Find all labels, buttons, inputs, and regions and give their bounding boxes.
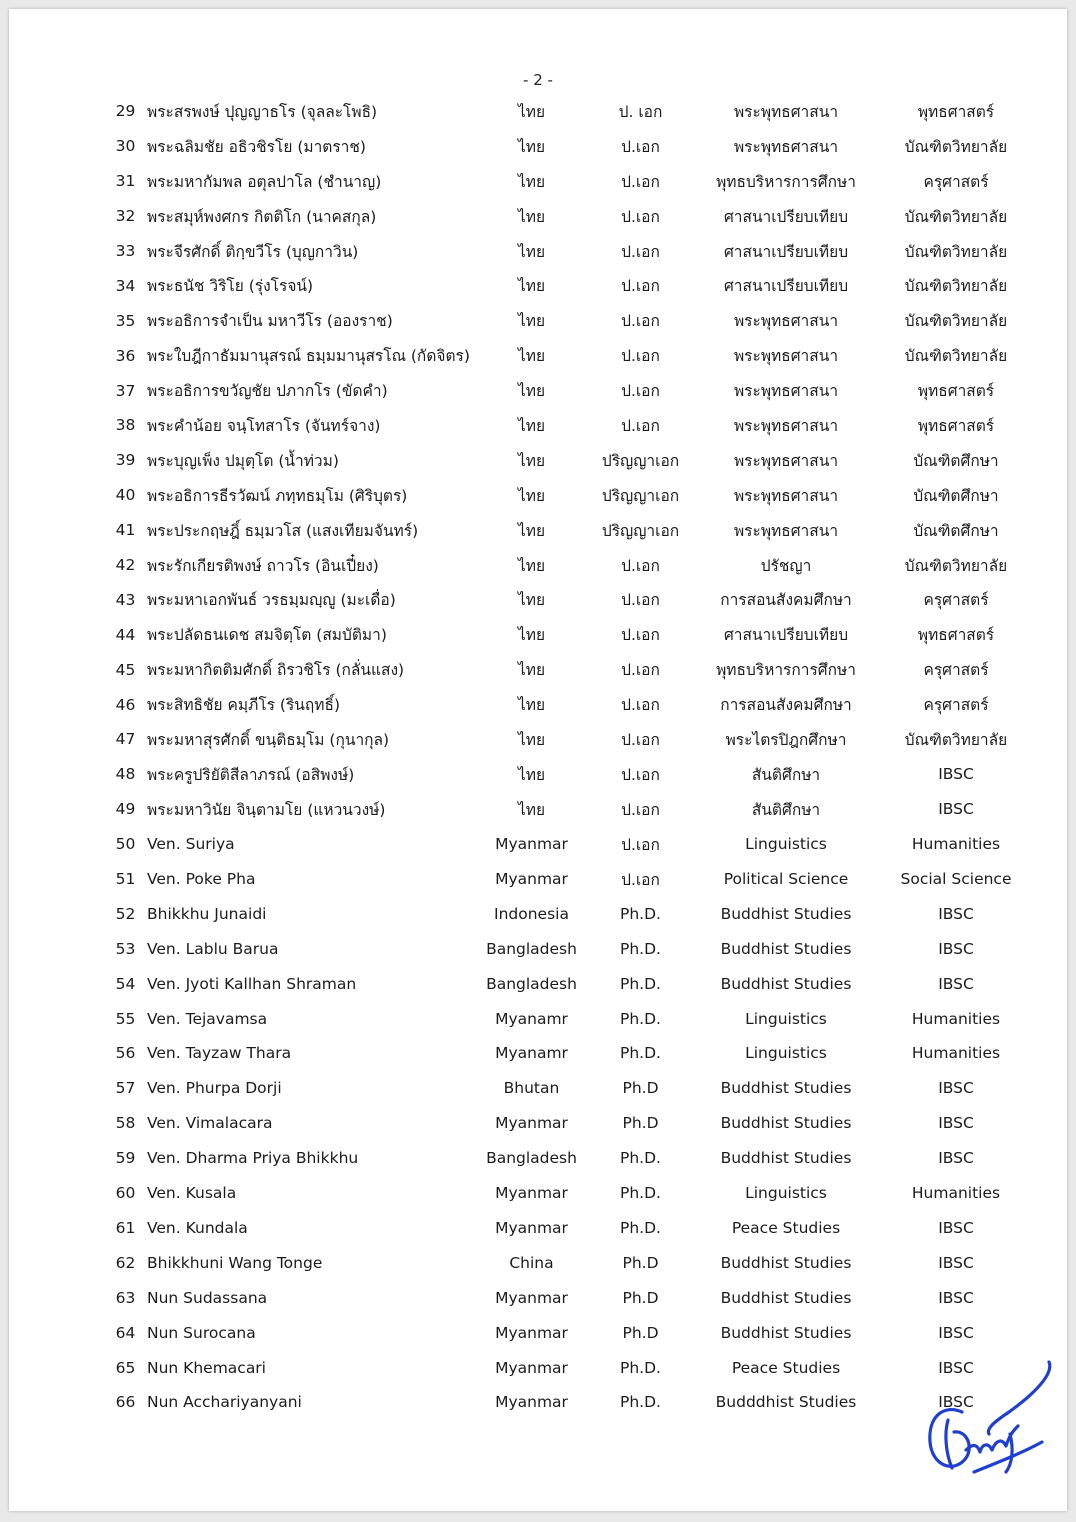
degree-level: ป.เอก bbox=[621, 242, 660, 261]
program-name: สันติศึกษา bbox=[751, 765, 821, 784]
degree-level: Ph.D bbox=[622, 1288, 659, 1307]
table-row bbox=[104, 199, 1031, 234]
table-row bbox=[104, 1141, 1031, 1176]
degree-level: ปริญญาเอก bbox=[601, 521, 680, 540]
table-row bbox=[104, 164, 1031, 199]
degree-level: Ph.D. bbox=[620, 1218, 661, 1237]
degree-level: ป.เอก bbox=[621, 870, 660, 889]
row-number: 38 bbox=[115, 416, 136, 435]
student-name: Bhikkhu Junaidi bbox=[147, 904, 267, 923]
student-name: พระมหาเอกพันธ์ วรธมฺมญฺญู (มะเดื่อ) bbox=[147, 591, 396, 610]
faculty-name: บัณฑิตวิทยาลัย bbox=[904, 347, 1008, 366]
row-number: 36 bbox=[115, 346, 136, 365]
degree-level: Ph.D. bbox=[620, 974, 661, 993]
program-name: Linguistics bbox=[745, 1009, 827, 1028]
faculty-name: IBSC bbox=[938, 974, 974, 993]
faculty-name: บัณฑิตศึกษา bbox=[913, 486, 999, 505]
student-name: Ven. Lablu Barua bbox=[147, 939, 279, 958]
table-row bbox=[104, 931, 1031, 966]
faculty-name: บัณฑิตวิทยาลัย bbox=[904, 137, 1008, 156]
program-name: ปรัชญา bbox=[760, 556, 812, 575]
degree-level: ป.เอก bbox=[621, 800, 660, 819]
faculty-name: ครุศาสตร์ bbox=[923, 696, 989, 715]
degree-level: ป.เอก bbox=[621, 696, 660, 715]
faculty-name: ครุศาสตร์ bbox=[923, 591, 989, 610]
row-number: 31 bbox=[115, 172, 136, 191]
roster-table bbox=[104, 94, 1031, 1420]
table-row bbox=[104, 408, 1031, 443]
row-number: 33 bbox=[115, 242, 136, 260]
degree-level: ปริญญาเอก bbox=[601, 451, 680, 470]
faculty-name: IBSC bbox=[938, 1323, 974, 1342]
nationality: Indonesia bbox=[494, 904, 569, 923]
degree-level: ป.เอก bbox=[621, 730, 660, 749]
nationality: ไทย bbox=[517, 172, 546, 191]
nationality: ไทย bbox=[517, 765, 546, 784]
nationality: ไทย bbox=[517, 451, 546, 470]
program-name: พุทธบริหารการศึกษา bbox=[716, 172, 856, 191]
faculty-name: Humanities bbox=[911, 1044, 1001, 1063]
nationality: ไทย bbox=[517, 626, 546, 645]
faculty-name: Humanities bbox=[911, 835, 1001, 854]
row-number: 42 bbox=[115, 556, 136, 575]
table-row bbox=[104, 617, 1031, 652]
row-number: 56 bbox=[115, 1044, 136, 1063]
degree-level: Ph.D. bbox=[620, 1149, 661, 1168]
table-row bbox=[104, 234, 1031, 269]
student-name: พระสิทธิชัย คมฺภีโร (รินฤทธิ์) bbox=[147, 696, 340, 715]
row-number: 43 bbox=[115, 590, 136, 609]
table-row bbox=[104, 1211, 1031, 1246]
row-number: 46 bbox=[115, 695, 136, 714]
row-number: 63 bbox=[115, 1288, 136, 1307]
row-number: 62 bbox=[115, 1253, 136, 1272]
row-number: 52 bbox=[115, 904, 136, 923]
faculty-name: IBSC bbox=[938, 939, 974, 958]
degree-level: ป.เอก bbox=[621, 765, 660, 784]
row-number: 66 bbox=[115, 1393, 136, 1412]
row-number: 47 bbox=[115, 730, 136, 749]
table-row bbox=[104, 722, 1031, 757]
program-name: Budddhist Studies bbox=[715, 1393, 857, 1412]
faculty-name: พุทธศาสตร์ bbox=[917, 382, 995, 401]
nationality: Bangladesh bbox=[486, 939, 577, 958]
nationality: ไทย bbox=[517, 486, 546, 505]
program-name: Buddhist Studies bbox=[720, 939, 852, 958]
document-page bbox=[9, 9, 1067, 1511]
nationality: ไทย bbox=[517, 696, 546, 715]
faculty-name: IBSC bbox=[938, 1149, 974, 1168]
student-name: พระจีรศักดิ์ ติกฺขวีโร (บุญกาวิน) bbox=[147, 242, 359, 261]
row-number: 54 bbox=[115, 974, 136, 993]
student-name: Ven. Suriya bbox=[147, 835, 235, 854]
faculty-name: ครุศาสตร์ bbox=[923, 172, 989, 191]
table-row bbox=[104, 338, 1031, 373]
nationality: Bhutan bbox=[503, 1079, 560, 1098]
program-name: ศาสนาเปรียบเทียบ bbox=[723, 277, 849, 296]
student-name: พระรักเกียรติพงษ์ ถาวโร (อินเปี๋ยง) bbox=[147, 556, 379, 575]
table-row bbox=[104, 268, 1031, 303]
student-name: Ven. Poke Pha bbox=[147, 870, 256, 889]
roster-table-body bbox=[104, 94, 1031, 1420]
faculty-name: บัณฑิตวิทยาลัย bbox=[904, 312, 1008, 331]
row-number: 35 bbox=[115, 311, 136, 330]
student-name: พระคำน้อย จนฺโทสาโร (จันทร์จาง) bbox=[147, 416, 381, 435]
student-name: Ven. Tayzaw Thara bbox=[147, 1044, 292, 1063]
student-name: พระสรพงษ์ ปุญญาธโร (จุลละโพธิ) bbox=[147, 102, 378, 121]
degree-level: ป.เอก bbox=[621, 382, 660, 401]
row-number: 34 bbox=[115, 276, 136, 295]
student-name: พระสมุห์พงศกร กิตติโก (นาคสกุล) bbox=[147, 207, 377, 226]
faculty-name: IBSC bbox=[938, 1393, 974, 1412]
table-row bbox=[104, 792, 1031, 827]
faculty-name: บัณฑิตศึกษา bbox=[913, 451, 999, 470]
table-row bbox=[104, 582, 1031, 617]
table-row bbox=[104, 548, 1031, 583]
program-name: Buddhist Studies bbox=[720, 974, 852, 993]
degree-level: Ph.D. bbox=[620, 904, 661, 923]
student-name: Ven. Vimalacara bbox=[147, 1114, 273, 1133]
degree-level: Ph.D bbox=[622, 1253, 659, 1272]
faculty-name: พุทธศาสตร์ bbox=[917, 626, 995, 645]
table-row bbox=[104, 443, 1031, 478]
degree-level: ป.เอก bbox=[621, 835, 660, 854]
faculty-name: IBSC bbox=[938, 1253, 974, 1272]
nationality: ไทย bbox=[517, 556, 546, 575]
row-number: 44 bbox=[115, 625, 136, 644]
program-name: ศาสนาเปรียบเทียบ bbox=[723, 242, 849, 261]
nationality: ไทย bbox=[517, 312, 546, 331]
student-name: Ven. Jyoti Kallhan Shraman bbox=[147, 974, 357, 993]
row-number: 30 bbox=[115, 137, 136, 156]
student-name: Ven. Phurpa Dorji bbox=[147, 1079, 282, 1098]
program-name: Buddhist Studies bbox=[720, 904, 852, 923]
faculty-name: IBSC bbox=[938, 904, 974, 923]
row-number: 64 bbox=[115, 1323, 136, 1342]
student-name: พระมหาสุรศักดิ์ ขนฺติธมฺโม (กุนากุล) bbox=[147, 730, 390, 749]
row-number: 50 bbox=[115, 835, 136, 854]
student-name: พระมหาวินัย จินฺตามโย (แหวนวงษ์) bbox=[147, 800, 386, 819]
nationality: Myanamr bbox=[495, 1009, 568, 1028]
student-name: พระมหากิตติมศักดิ์ ถิรวชิโร (กลั่นแสง) bbox=[147, 661, 405, 680]
nationality: Myanmar bbox=[495, 1218, 568, 1237]
row-number: 61 bbox=[115, 1218, 136, 1237]
student-name: พระบุญเพ็ง ปมุตฺโต (น้ำท่วม) bbox=[147, 451, 339, 470]
degree-level: ป.เอก bbox=[621, 347, 660, 366]
degree-level: Ph.D. bbox=[620, 1358, 661, 1377]
table-row bbox=[104, 1280, 1031, 1315]
degree-level: ป.เอก bbox=[621, 556, 660, 575]
faculty-name: IBSC bbox=[938, 800, 974, 819]
program-name: พระพุทธศาสนา bbox=[733, 382, 839, 401]
faculty-name: ครุศาสตร์ bbox=[923, 661, 989, 680]
faculty-name: บัณฑิตวิทยาลัย bbox=[904, 207, 1008, 226]
student-name: Nun Acchariyanyani bbox=[147, 1393, 302, 1412]
row-number: 41 bbox=[115, 521, 136, 540]
program-name: Buddhist Studies bbox=[720, 1079, 852, 1098]
table-row bbox=[104, 652, 1031, 687]
student-name: Nun Surocana bbox=[147, 1323, 256, 1342]
degree-level: ป.เอก bbox=[621, 277, 660, 296]
degree-level: Ph.D. bbox=[620, 1044, 661, 1063]
degree-level: ปริญญาเอก bbox=[601, 486, 680, 505]
program-name: พระพุทธศาสนา bbox=[733, 451, 839, 470]
faculty-name: Humanities bbox=[911, 1184, 1001, 1203]
program-name: Linguistics bbox=[745, 835, 827, 854]
degree-level: ป.เอก bbox=[621, 172, 660, 191]
faculty-name: พุทธศาสตร์ bbox=[917, 416, 995, 435]
table-row bbox=[104, 1176, 1031, 1211]
nationality: Myanmar bbox=[495, 870, 568, 889]
program-name: Buddhist Studies bbox=[720, 1288, 852, 1307]
degree-level: ป.เอก bbox=[621, 207, 660, 226]
nationality: ไทย bbox=[517, 661, 546, 680]
program-name: พระพุทธศาสนา bbox=[733, 416, 839, 435]
table-row bbox=[104, 129, 1031, 164]
program-name: พุทธบริหารการศึกษา bbox=[716, 661, 856, 680]
nationality: ไทย bbox=[517, 347, 546, 366]
nationality: Myanmar bbox=[495, 1184, 568, 1203]
degree-level: Ph.D bbox=[622, 1114, 659, 1133]
program-name: ศาสนาเปรียบเทียบ bbox=[723, 207, 849, 226]
program-name: การสอนสังคมศึกษา bbox=[720, 696, 852, 715]
faculty-name: Humanities bbox=[911, 1009, 1001, 1028]
nationality: ไทย bbox=[517, 416, 546, 435]
row-number: 40 bbox=[115, 486, 136, 505]
table-row bbox=[104, 94, 1031, 129]
row-number: 57 bbox=[115, 1079, 136, 1098]
faculty-name: บัณฑิตวิทยาลัย bbox=[904, 242, 1008, 261]
row-number: 39 bbox=[115, 451, 136, 470]
program-name: Buddhist Studies bbox=[720, 1114, 852, 1133]
table-row bbox=[104, 1001, 1031, 1036]
student-name: Ven. Kusala bbox=[147, 1184, 237, 1203]
table-row bbox=[104, 1106, 1031, 1141]
nationality: ไทย bbox=[517, 591, 546, 610]
nationality: ไทย bbox=[517, 137, 546, 156]
program-name: พระพุทธศาสนา bbox=[733, 486, 839, 505]
signature-icon bbox=[914, 1354, 1064, 1489]
program-name: Buddhist Studies bbox=[720, 1149, 852, 1168]
table-row bbox=[104, 862, 1031, 897]
faculty-name: IBSC bbox=[938, 1114, 974, 1133]
program-name: Linguistics bbox=[745, 1044, 827, 1063]
nationality: ไทย bbox=[517, 242, 546, 261]
table-row bbox=[104, 687, 1031, 722]
program-name: พระพุทธศาสนา bbox=[733, 102, 839, 121]
row-number: 29 bbox=[115, 102, 136, 121]
nationality: Myanmar bbox=[495, 1358, 568, 1377]
faculty-name: บัณฑิตวิทยาลัย bbox=[904, 556, 1008, 575]
nationality: Myanamr bbox=[495, 1044, 568, 1063]
page-number: - 2 - bbox=[523, 71, 553, 89]
table-row bbox=[104, 373, 1031, 408]
student-name: Nun Khemacari bbox=[147, 1358, 266, 1377]
student-name: Ven. Tejavamsa bbox=[147, 1009, 268, 1028]
faculty-name: IBSC bbox=[938, 1218, 974, 1237]
student-name: พระธนัช วิริโย (รุ่งโรจน์) bbox=[147, 277, 314, 296]
student-name: พระมหากัมพล อตุลปาโล (ชำนาญ) bbox=[147, 172, 382, 191]
nationality: Bangladesh bbox=[486, 1149, 577, 1168]
nationality: ไทย bbox=[517, 207, 546, 226]
table-row bbox=[104, 1036, 1031, 1071]
program-name: Linguistics bbox=[745, 1184, 827, 1203]
nationality: Myanmar bbox=[495, 1114, 568, 1133]
degree-level: ป.เอก bbox=[621, 661, 660, 680]
nationality: ไทย bbox=[517, 102, 546, 121]
faculty-name: IBSC bbox=[938, 1358, 974, 1377]
row-number: 51 bbox=[115, 870, 136, 889]
student-name: พระครูปริยัติสีลาภรณ์ (อสิพงษ์) bbox=[147, 765, 355, 784]
row-number: 32 bbox=[115, 207, 136, 226]
student-name: Nun Sudassana bbox=[147, 1288, 268, 1307]
degree-level: ป. เอก bbox=[618, 102, 663, 121]
nationality: ไทย bbox=[517, 521, 546, 540]
degree-level: Ph.D. bbox=[620, 1184, 661, 1203]
faculty-name: บัณฑิตวิทยาลัย bbox=[904, 277, 1008, 296]
nationality: Myanmar bbox=[495, 1393, 568, 1412]
program-name: พระไตรปิฎกศึกษา bbox=[725, 730, 847, 749]
nationality: Myanmar bbox=[495, 835, 568, 854]
program-name: Buddhist Studies bbox=[720, 1323, 852, 1342]
faculty-name: บัณฑิตศึกษา bbox=[913, 521, 999, 540]
row-number: 37 bbox=[115, 381, 136, 400]
table-row bbox=[104, 1350, 1031, 1385]
row-number: 48 bbox=[115, 765, 136, 784]
degree-level: Ph.D bbox=[622, 1323, 659, 1342]
degree-level: ป.เอก bbox=[621, 137, 660, 156]
degree-level: ป.เอก bbox=[621, 312, 660, 331]
table-row bbox=[104, 303, 1031, 338]
faculty-name: บัณฑิตวิทยาลัย bbox=[904, 730, 1008, 749]
program-name: พระพุทธศาสนา bbox=[733, 312, 839, 331]
program-name: พระพุทธศาสนา bbox=[733, 137, 839, 156]
faculty-name: IBSC bbox=[938, 1288, 974, 1307]
student-name: Bhikkhuni Wang Tonge bbox=[147, 1253, 323, 1272]
student-name: พระใบฎีกาธัมมานุสรณ์ ธมฺมมานุสรโณ (กัดจิตร) bbox=[147, 347, 470, 366]
table-row bbox=[104, 1071, 1031, 1106]
table-row bbox=[104, 827, 1031, 862]
program-name: ศาสนาเปรียบเทียบ bbox=[723, 626, 849, 645]
row-number: 60 bbox=[115, 1184, 136, 1203]
degree-level: ป.เอก bbox=[621, 626, 660, 645]
nationality: ไทย bbox=[517, 800, 546, 819]
program-name: การสอนสังคมศึกษา bbox=[720, 591, 852, 610]
table-row bbox=[104, 478, 1031, 513]
nationality: Bangladesh bbox=[486, 974, 577, 993]
faculty-name: พุทธศาสตร์ bbox=[917, 102, 995, 121]
table-row bbox=[104, 966, 1031, 1001]
row-number: 58 bbox=[115, 1114, 136, 1133]
row-number: 55 bbox=[115, 1009, 136, 1028]
row-number: 49 bbox=[115, 800, 136, 819]
program-name: สันติศึกษา bbox=[751, 800, 821, 819]
table-row bbox=[104, 1385, 1031, 1420]
degree-level: Ph.D. bbox=[620, 1393, 661, 1412]
student-name: พระอธิการธีรวัฒน์ ภทฺทธมฺโม (ศิริบุตร) bbox=[147, 486, 408, 505]
degree-level: Ph.D bbox=[622, 1079, 659, 1098]
table-row bbox=[104, 1245, 1031, 1280]
program-name: พระพุทธศาสนา bbox=[733, 521, 839, 540]
student-name: พระอธิการจำเป็น มหาวีโร (อองราช) bbox=[147, 312, 393, 331]
program-name: พระพุทธศาสนา bbox=[733, 347, 839, 366]
nationality: Myanmar bbox=[495, 1288, 568, 1307]
row-number: 59 bbox=[115, 1149, 136, 1168]
nationality: ไทย bbox=[517, 730, 546, 749]
degree-level: ป.เอก bbox=[621, 416, 660, 435]
nationality: Myanmar bbox=[495, 1323, 568, 1342]
table-row bbox=[104, 1315, 1031, 1350]
table-row bbox=[104, 896, 1031, 931]
row-number: 65 bbox=[115, 1358, 136, 1377]
student-name: พระปลัดธนเดช สมจิตฺโต (สมบัติมา) bbox=[147, 626, 387, 645]
degree-level: Ph.D. bbox=[620, 939, 661, 958]
degree-level: ป.เอก bbox=[621, 591, 660, 610]
table-row bbox=[104, 757, 1031, 792]
program-name: Buddhist Studies bbox=[720, 1253, 852, 1272]
program-name: Political Science bbox=[723, 870, 849, 889]
nationality: ไทย bbox=[517, 382, 546, 401]
student-name: พระฉลิมชัย อธิวชิรโย (มาตราช) bbox=[147, 137, 366, 156]
program-name: Peace Studies bbox=[731, 1358, 841, 1377]
faculty-name: IBSC bbox=[938, 765, 974, 784]
student-name: พระประกฤษฎิ์ ธมฺมวโส (แสงเทียมจันทร์) bbox=[147, 521, 419, 540]
degree-level: Ph.D. bbox=[620, 1009, 661, 1028]
student-name: Ven. Dharma Priya Bhikkhu bbox=[147, 1149, 359, 1168]
student-name: Ven. Kundala bbox=[147, 1218, 248, 1237]
nationality: ไทย bbox=[517, 277, 546, 296]
table-row bbox=[104, 513, 1031, 548]
faculty-name: IBSC bbox=[938, 1079, 974, 1098]
row-number: 45 bbox=[115, 660, 136, 679]
faculty-name: Social Science bbox=[900, 870, 1012, 889]
student-name: พระอธิการขวัญชัย ปภากโร (ขัดคำ) bbox=[147, 382, 388, 401]
row-number: 53 bbox=[115, 939, 136, 958]
nationality: China bbox=[509, 1253, 554, 1272]
program-name: Peace Studies bbox=[731, 1218, 841, 1237]
